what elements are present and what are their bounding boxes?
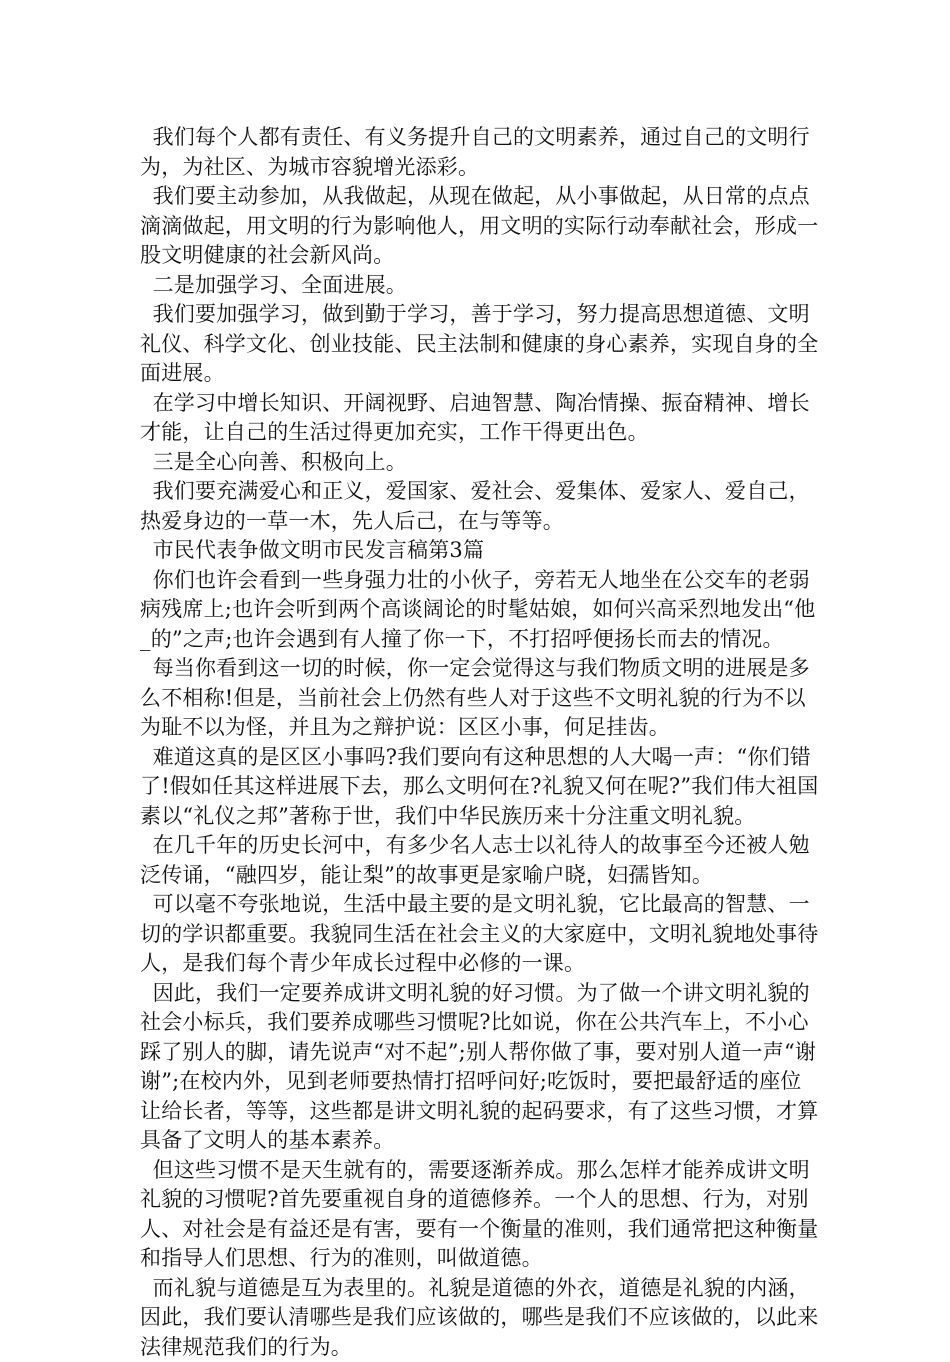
paragraph: 而礼貌与道德是互为表里的。礼貌是道德的外衣，道德是礼貌的内涵，因此，我们要认清哪些是我们应该做的，哪些是我们不应该做的，以此来法律规范我们的行为。 bbox=[140, 1274, 820, 1362]
paragraph: 因此，我们一定要养成讲文明礼貌的好习惯。为了做一个讲文明礼貌的社会小标兵，我们要养成哪些习惯呢?比如说，你在公共汽车上，不小心踩了别人的脚，请先说声“对不起”;别人帮你做了事，要对别人道一声“谢谢”;在校内外，见到老师要热情打招呼问好;吃饭时，要把最舒适的座位让给长者，等等，这些都是讲文明礼貌的起码要求，有了这些习惯，才算具备了文明人的基本素养。 bbox=[140, 979, 820, 1156]
paragraph: 难道这真的是区区小事吗?我们要向有这种思想的人大喝一声：“你们错了!假如任其这样进展下去，那么文明何在?礼貌又何在呢?”我们伟大祖国素以“礼仪之邦”著称于世，我们中华民族历来十分注重文明礼貌。 bbox=[140, 743, 820, 832]
paragraph: 我们要主动参加，从我做起，从现在做起，从小事做起，从日常的点点滴滴做起，用文明的行为影响他人，用文明的实际行动奉献社会，形成一股文明健康的社会新风尚。 bbox=[140, 182, 820, 271]
section-heading: 二是加强学习、全面进展。 bbox=[140, 271, 820, 301]
paragraph: 在几千年的历史长河中，有多少名人志士以礼待人的故事至今还被人勉泛传诵，“融四岁，能让梨”的故事更是家喻户晓，妇孺皆知。 bbox=[140, 831, 820, 890]
paragraph: 每当你看到这一切的时候，你一定会觉得这与我们物质文明的进展是多么不相称!但是，当前社会上仍然有些人对于这些不文明礼貌的行为不以为耻不以为怪，并且为之辩护说：区区小事，何足挂齿。 bbox=[140, 654, 820, 743]
paragraph: 我们要加强学习，做到勤于学习，善于学习，努力提高思想道德、文明礼仪、科学文化、创业技能、民主法制和健康的身心素养，实现自身的全面进展。 bbox=[140, 300, 820, 389]
paragraph: 你们也许会看到一些身强力壮的小伙子，旁若无人地坐在公交车的老弱病残席上;也许会听到两个高谈阔论的时髦姑娘，如何兴高采烈地发出“他_的”之声;也许会遇到有人撞了你一下，不打招呼便扬长而去的情况。 bbox=[140, 566, 820, 655]
paragraph: 可以毫不夸张地说，生活中最主要的是文明礼貌，它比最高的智慧、一切的学识都重要。我貌同生活在社会主义的大家庭中，文明礼貌地处事待人，是我们每个青少年成长过程中必修的一课。 bbox=[140, 890, 820, 979]
article-title: 市民代表争做文明市民发言稿第3篇 bbox=[140, 536, 820, 566]
paragraph: 但这些习惯不是天生就有的，需要逐渐养成。那么怎样才能养成讲文明礼貌的习惯呢?首先要重视自身的道德修养。一个人的思想、行为，对别人、对社会是有益还是有害，要有一个衡量的准则，我们通常把这种衡量和指导人们思想、行为的准则，叫做道德。 bbox=[140, 1156, 820, 1274]
document-body bbox=[140, 123, 820, 1362]
paragraph: 在学习中增长知识、开阔视野、启迪智慧、陶冶情操、振奋精神、增长才能，让自己的生活过得更加充实，工作干得更出色。 bbox=[140, 389, 820, 448]
paragraph: 我们要充满爱心和正义，爱国家、爱社会、爱集体、爱家人、爱自己，热爱身边的一草一木，先人后己，在与等等。 bbox=[140, 477, 820, 536]
section-heading: 三是全心向善、积极向上。 bbox=[140, 448, 820, 478]
paragraph: 我们每个人都有责任、有义务提升自己的文明素养，通过自己的文明行为，为社区、为城市容貌增光添彩。 bbox=[140, 123, 820, 182]
